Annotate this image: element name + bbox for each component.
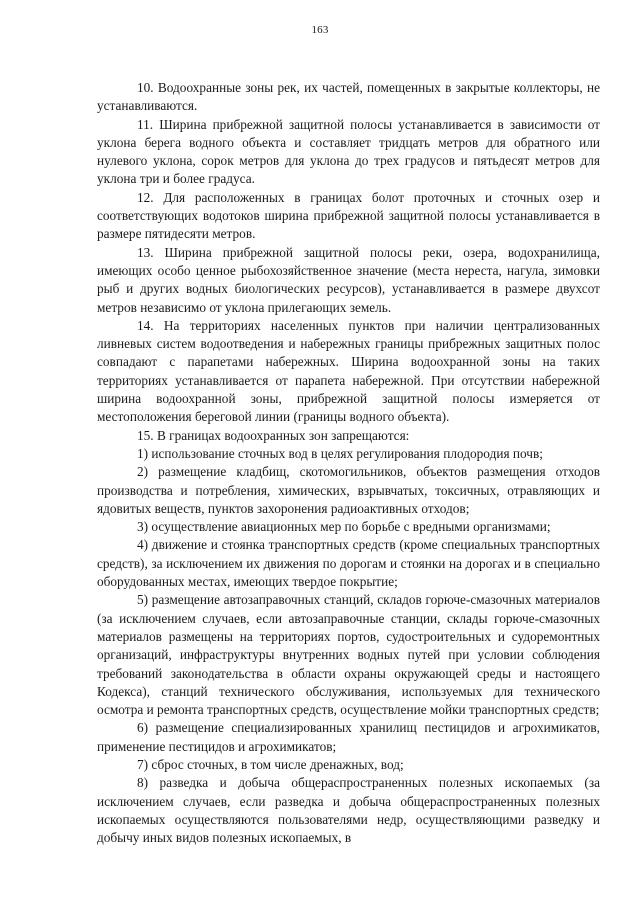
list-item-5: 5) размещение автозаправочных станций, складов горюче-смазочных материалов (за исключением случаев, если автозаправочные станции, склады горюче-смазочных материалов размещены на территориях портов, судостроительных и судоремонтных организаций, инфраструктуры внутренних водных путей при условии соблюдения требований законодательства в области охраны окружающей среды и настоящего Кодекса), станций технического обслуживания, используемых для технического осмотра и ремонта транспортных средств, осуществление мойки транспортных средств;: [97, 592, 600, 718]
list-item-4: 4) движение и стоянка транспортных средств (кроме специальных транспортных средств), за исключением их движения по дорогам и стоянки на дорогах и в специально оборудованных местах, имеющих твердое покрытие;: [97, 537, 600, 590]
list-item-2: 2) размещение кладбищ, скотомогильников, объектов размещения отходов производства и потребления, химических, взрывчатых, токсичных, отравляющих и ядовитых веществ, пунктов захоронения радиоактивных отходов;: [97, 464, 600, 516]
paragraph-11: 11. Ширина прибрежной защитной полосы устанавливается в зависимости от уклона берега водного объекта и составляет тридцать метров для обратного или нулевого уклона, сорок метров для уклона до трех градусов и пятьдесят метров для уклона три и более градуса.: [97, 116, 600, 187]
page-number: 163: [311, 24, 329, 36]
list-item-3: 3) осуществление авиационных мер по борьбе с вредными организмами;: [137, 519, 551, 535]
paragraph-15-heading: 15. В границах водоохранных зон запрещаются:: [137, 427, 410, 443]
document-body: [97, 79, 600, 847]
paragraph-13: 13. Ширина прибрежной защитной полосы реки, озера, водохранилища, имеющих особо ценное рыбохозяйственное значение (места нереста, нагула, зимовки рыб и других водных биологических ресурсов), устанавливается в размере двухсот метров независимо от уклона прилегающих земель.: [97, 244, 600, 315]
paragraph-10: 10. Водоохранные зоны рек, их частей, помещенных в закрытые коллекторы, не устанавливаются.: [97, 80, 600, 114]
list-item-6: 6) размещение специализированных хранилищ пестицидов и агрохимикатов, применение пестицидов и агрохимикатов;: [97, 720, 600, 754]
paragraph-12: 12. Для расположенных в границах болот проточных и сточных озер и соответствующих водотоков ширина прибрежной защитной полосы устанавливается в размере пятидесяти метров.: [97, 189, 600, 242]
list-item-1: 1) использование сточных вод в целях регулирования плодородия почв;: [137, 445, 543, 461]
paragraph-14: 14. На территориях населенных пунктов при наличии централизованных ливневых систем водоотведения и набережных границы прибрежных защитных полос совпадают с парапетами набережных. Ширина водоохранной зоны на таких территориях устанавливается от парапета набережной. При отсутствии набережной ширина водоохранной зоны, прибрежной защитной полосы измеряется от местоположения береговой линии (границы водного объекта).: [97, 317, 600, 425]
list-item-7: 7) сброс сточных, в том числе дренажных, вод;: [137, 756, 404, 772]
list-item-8: 8) разведка и добыча общераспространенных полезных ископаемых (за исключением случаев, если разведка и добыча общераспространенных полезных ископаемых осуществляются пользователями недр, осуществляющими разведку и добычу иных видов полезных ископаемых, в: [97, 775, 600, 846]
